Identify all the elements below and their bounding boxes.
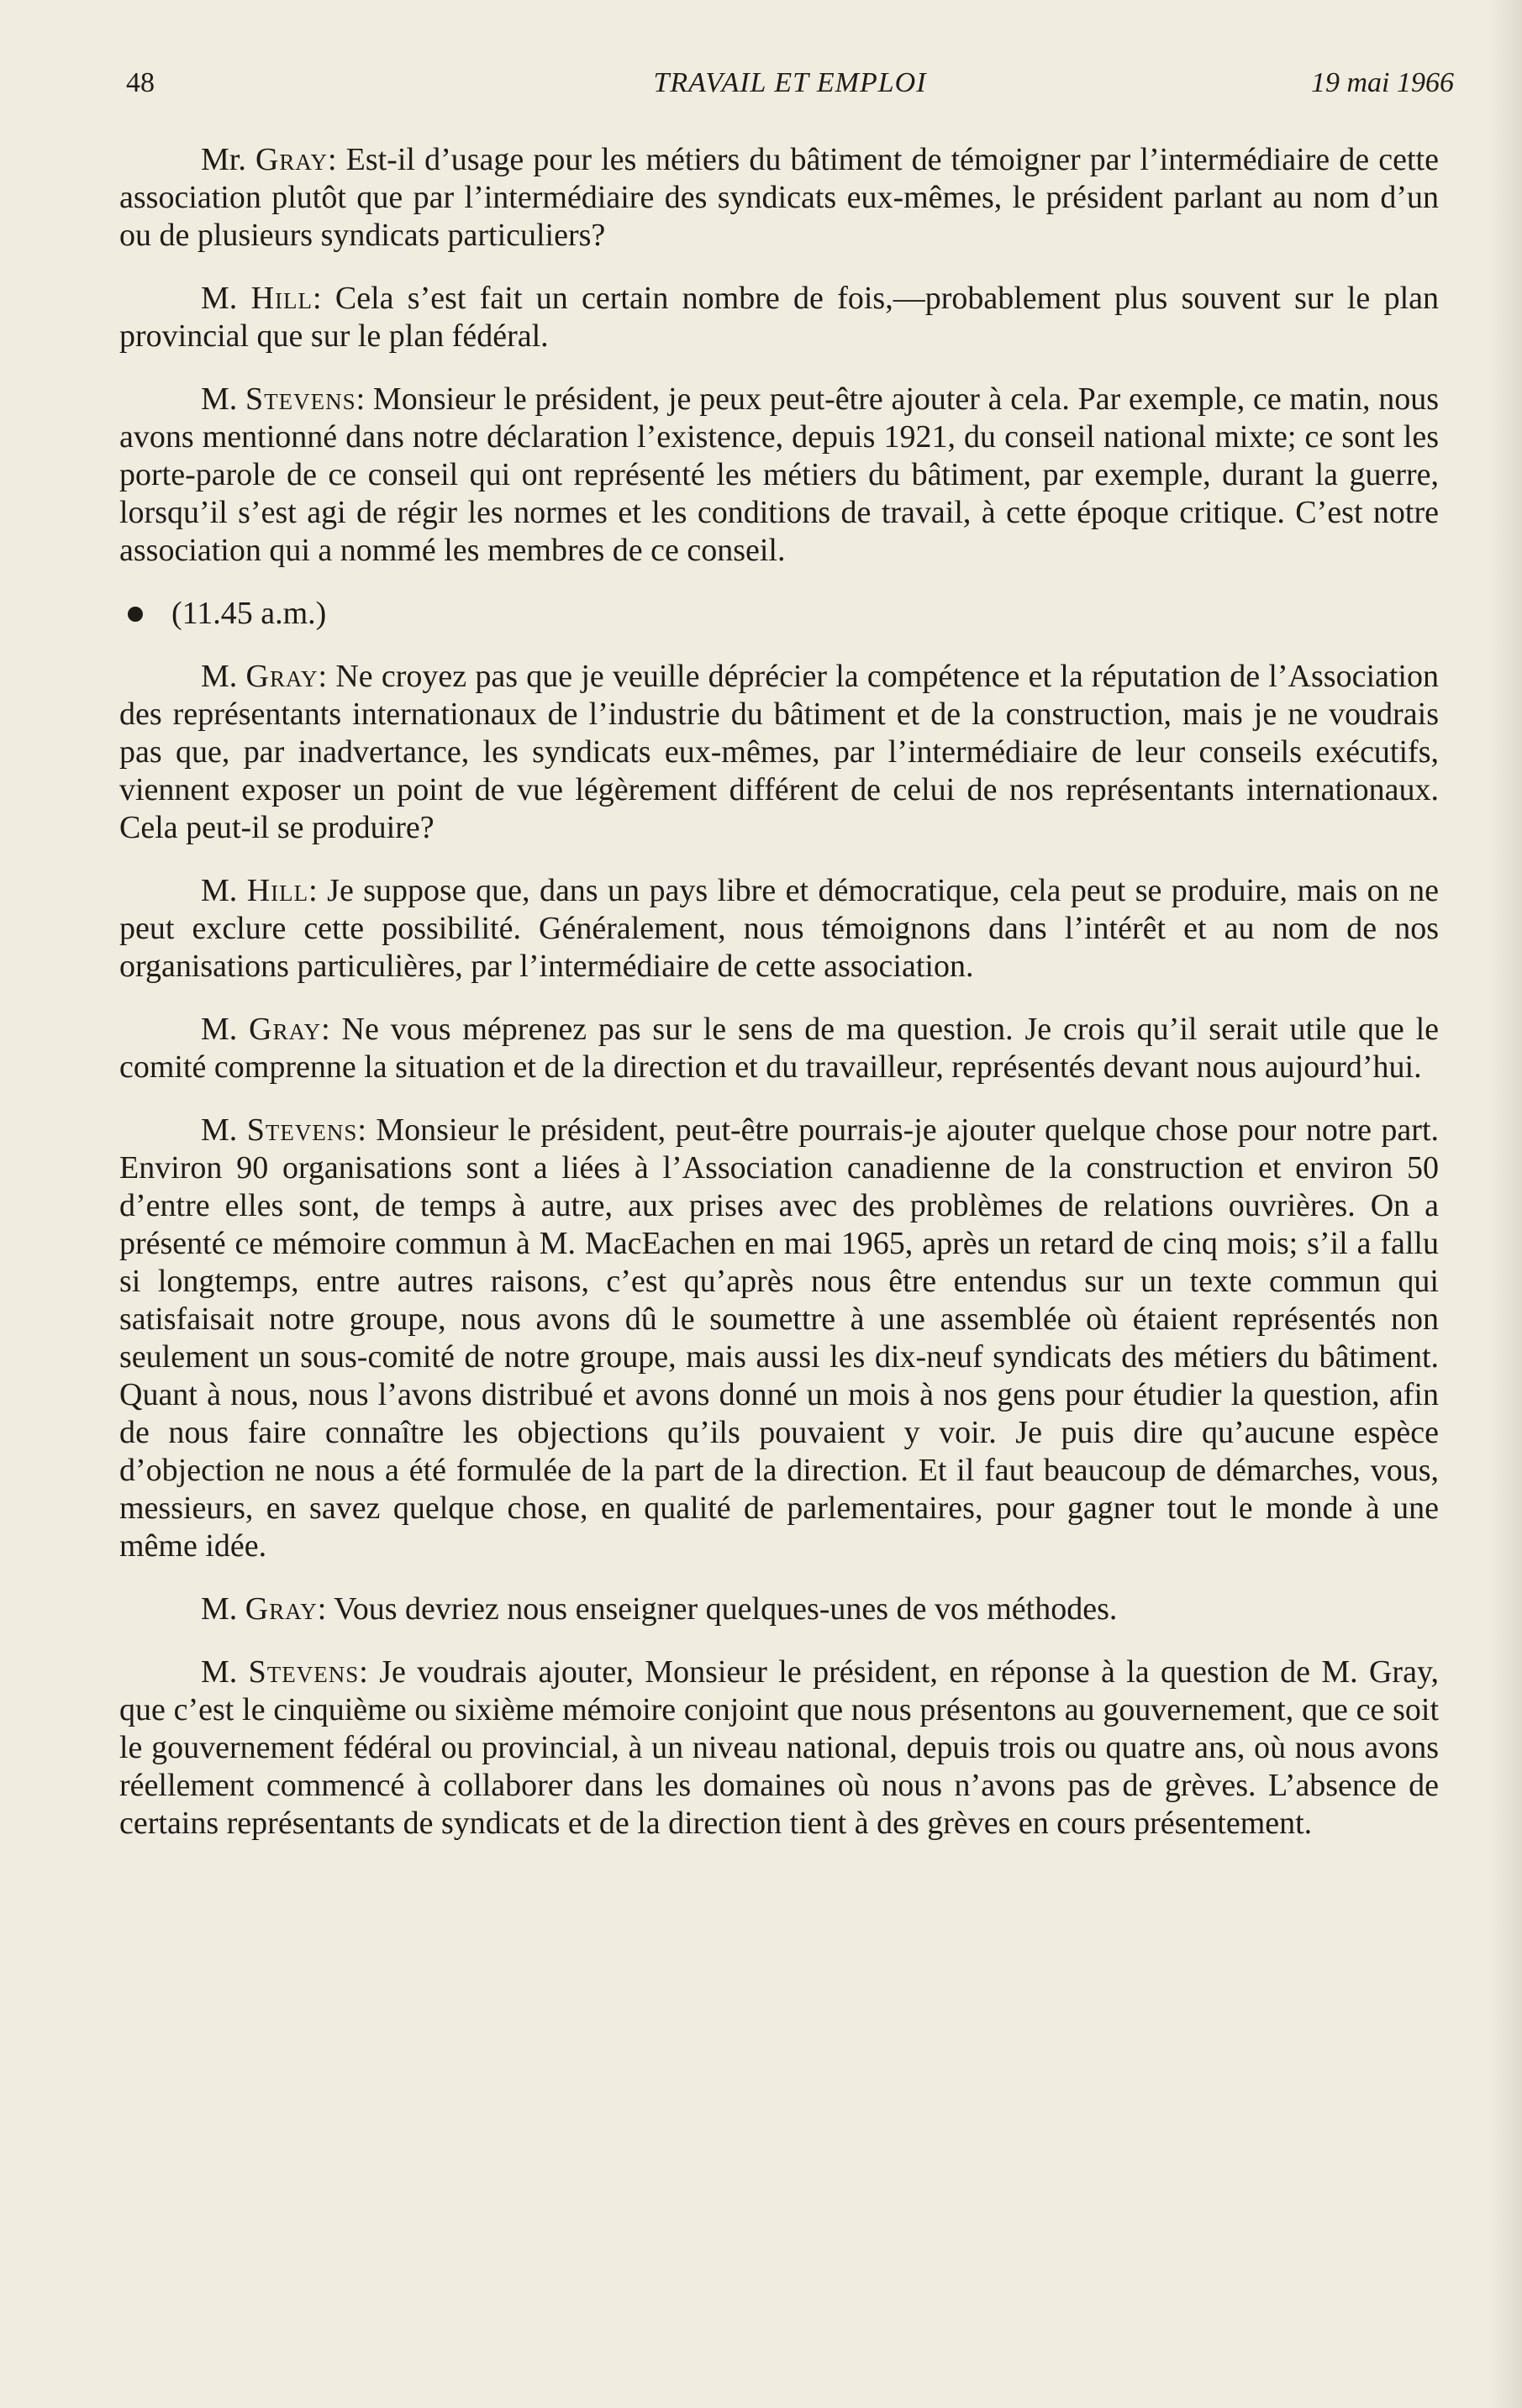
paragraph-stevens-2: [119, 1112, 1439, 1565]
speaker-name: Hill: [250, 281, 313, 316]
speaker-name: Gray: [249, 1012, 322, 1047]
bullet-icon: [128, 607, 143, 622]
paragraph-text: : Monsieur le président, je peux peut-être ajouter à cela. Par exemple, ce matin, nous avons mentionné dans notre déclaration l’existence, depuis 1921, du conseil national mixte; ce sont les porte-parole de ce conseil qui ont représenté les métiers du bâtiment, par exemple, durant la guerre, lorsqu’il s’est agi de régir les normes et les conditions de travail, à cette époque critique. C’est notre association qui a nommé les membres de ce conseil.: [119, 381, 1439, 568]
speaker-prefix: M.: [201, 659, 246, 694]
paragraph-text: : Je voudrais ajouter, Monsieur le président, en réponse à la question de M. Gray, que c’est le cinquième ou sixième mémoire conjoint que nous présentons au gouvernement, que ce soit le gouvernement fédéral ou provincial, à un niveau national, depuis trois ou quatre ans, où nous avons réellement commencé à collaborer dans les domaines où nous n’avons pas de grèves. L’absence de certains représentants de syndicats et de la direction tient à des grèves en cours présentement.: [119, 1654, 1439, 1841]
speaker-name: Stevens: [248, 1654, 360, 1690]
speaker-prefix: M.: [201, 1591, 245, 1627]
speaker-name: Gray: [255, 142, 328, 177]
paragraph-text: : Vous devriez nous enseigner quelques-unes de vos méthodes.: [317, 1591, 1118, 1627]
paragraph-hill-1: [119, 280, 1439, 355]
speaker-name: Stevens: [245, 381, 356, 417]
speaker-name: Gray: [245, 659, 319, 694]
speaker-prefix: M.: [201, 281, 251, 316]
paragraph-text: : Ne croyez pas que je veuille déprécier la compétence et la réputation de l’Association des représentants internationaux de l’industrie du bâtiment et de la construction, mais je ne voudrais pas que, par inadvertance, les syndicats eux-mêmes, par l’intermédiaire de leur conseils exécutifs, viennent exposer un point de vue légèrement différent de celui de nos représentants internationaux. Cela peut-il se produire?: [119, 659, 1439, 845]
page-edge-shadow: [1488, 0, 1522, 2408]
paragraph-gray-1: [119, 141, 1439, 255]
page-header: [126, 67, 1454, 109]
paragraph-stevens-1: [119, 381, 1439, 570]
speaker-prefix: M.: [201, 1654, 249, 1690]
paragraph-text: : Est-il d’usage pour les métiers du bâtiment de témoigner par l’intermédiaire de cette association plutôt que par l’intermédiaire des syndicats eux-mêmes, le président parlant au nom d’un ou de plusieurs syndicats particuliers?: [119, 142, 1439, 253]
page-number: 48: [126, 67, 155, 98]
running-title: TRAVAIL ET EMPLOI: [653, 67, 927, 98]
paragraph-text: : Je suppose que, dans un pays libre et démocratique, cela peut se produire, mais on ne peut exclure cette possibilité. Généralement, nous témoignons dans l’intérêt et au nom de nos organisations particulières, par l’intermédiaire de cette association.: [119, 873, 1439, 984]
speaker-name: Hill: [246, 873, 309, 908]
paragraph-text: : Ne vous méprenez pas sur le sens de ma question. Je crois qu’il serait utile que le comité comprenne la situation et de la direction et du travailleur, représentés devant nous aujourd’hui.: [119, 1012, 1439, 1085]
speaker-prefix: Mr.: [201, 142, 255, 177]
paragraph-text: : Monsieur le président, peut-être pourrais-je ajouter quelque chose pour notre part. Environ 90 organisations sont a liées à l’Association canadienne de la construction et environ 50 d’entre elles sont, de temps à autre, aux prises avec des problèmes de relations ouvrières. On a présenté ce mémoire commun à M. MacEachen en mai 1965, après un retard de cinq mois; s’il a fallu si longtemps, entre autres raisons, c’est qu’après nous être entendus sur un texte commun qui satisfaisait notre groupe, nous avons dû le soumettre à une assemblée où étaient représentés non seulement un sous-comité de notre groupe, mais aussi les dix-neuf syndicats des métiers du bâtiment. Quant à nous, nous l’avons distribué et avons donné un mois à nos gens pour étudier la question, afin de nous faire connaître les objections qu’ils pouvaient y voir. Je puis dire qu’aucune espèce d’objection ne nous a été formulée de la part de la direction. Et il faut beaucoup de démarches, vous, messieurs, en savez quelque chose, en qualité de parlementaires, pour gagner tout le monde à une même idée.: [119, 1112, 1440, 1564]
time-marker-text: (11.45 a.m.): [171, 596, 327, 631]
paragraph-text: : Cela s’est fait un certain nombre de fois,—probablement plus souvent sur le plan provincial que sur le plan fédéral.: [119, 281, 1439, 354]
paragraph-stevens-3: [119, 1654, 1439, 1843]
time-marker: [119, 595, 1439, 633]
paragraph-gray-2: [119, 658, 1439, 847]
speaker-name: Stevens: [246, 1112, 358, 1148]
paragraph-gray-4: [119, 1590, 1439, 1628]
header-date: 19 mai 1966: [1311, 67, 1454, 98]
speaker-prefix: M.: [201, 1012, 250, 1047]
speaker-prefix: M.: [201, 381, 246, 417]
speaker-prefix: M.: [201, 873, 247, 908]
page-body: [119, 141, 1439, 1868]
paragraph-gray-3: [119, 1011, 1439, 1086]
speaker-prefix: M.: [201, 1112, 247, 1148]
speaker-name: Gray: [245, 1591, 318, 1627]
paragraph-hill-2: [119, 872, 1439, 986]
